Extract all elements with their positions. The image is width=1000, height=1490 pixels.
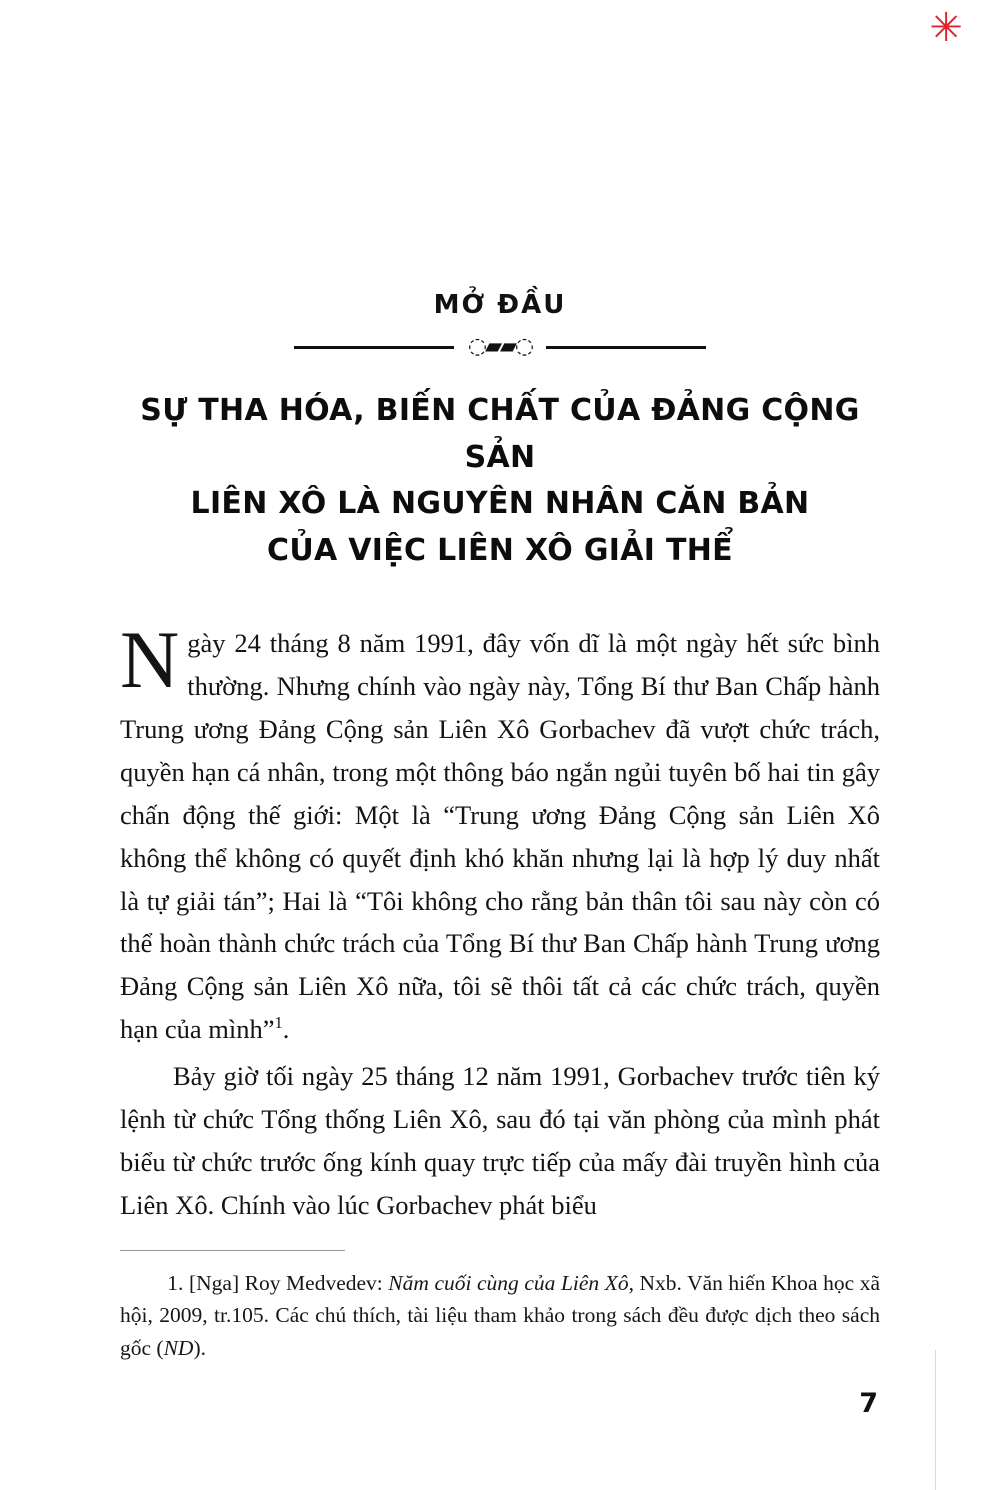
- title-line-1: SỰ THA HÓA, BIẾN CHẤT CỦA ĐẢNG CỘNG SẢN: [140, 393, 860, 475]
- page-title: [120, 388, 880, 574]
- footnote-italic-title: Năm cuối cùng của Liên Xô: [388, 1271, 629, 1295]
- divider-left-bar: [294, 346, 454, 349]
- footnote-tail-end: ).: [193, 1335, 206, 1360]
- swirl-ornament-icon: ◌▰▰◌: [467, 334, 533, 359]
- body-text: [120, 614, 880, 1227]
- page-content: [120, 290, 880, 1227]
- footnote-block: [120, 1250, 880, 1364]
- paragraph-2: Bảy giờ tối ngày 25 tháng 12 năm 1991, Gorbachev trước tiên ký lệnh từ chức Tổng thống Liên Xô, sau đó tại văn phòng của mình phát biểu từ chức trước ống kính quay trực tiếp của mấy đài truyền hình của Liên Xô. Chính vào lúc Gorbachev phát biểu: [120, 1061, 880, 1220]
- title-line-2: LIÊN XÔ LÀ NGUYÊN NHÂN CĂN BẢN: [190, 486, 810, 521]
- binding-edge-line: [935, 1350, 936, 1490]
- title-line-3: CỦA VIỆC LIÊN XÔ GIẢI THỂ: [267, 532, 733, 568]
- footnote-text: [120, 1267, 880, 1364]
- paragraph-1-text: Ngày 24 tháng 8 năm 1991, đây vốn dĩ là một ngày hết sức bình thường. Nhưng chính vào ngày này, Tổng Bí thư Ban Chấp hành Trung ương Đảng Cộng sản Liên Xô Gorbachev đã vượt chức trách, quyền hạn cá nhân, trong một thông báo ngắn ngủi tuyên bố hai tin gây chấn động thế giới: Một là “Trung ương Đảng Cộng sản Liên Xô không thể không có quyết định khó khăn nhưng lại là hợp lý duy nhất là tự giải tán”; Hai là “Tôi không cho rằng bản thân tôi sau này còn có thể hoàn thành chức trách của Tổng Bí thư Ban Chấp hành Trung ương Đảng Cộng sản Liên Xô nữa, tôi sẽ thôi tất cả các chức trách, quyền hạn của mình”: [120, 614, 880, 1045]
- chapter-label: MỞ ĐẦU: [433, 290, 567, 320]
- footnote-italic-tail: ND: [163, 1335, 194, 1360]
- footnote-number: 1.: [167, 1271, 184, 1295]
- page-number: 7: [859, 1388, 878, 1419]
- footnote-reference: 1: [274, 1013, 283, 1033]
- footnote-after-italic: , Nxb. Văn hiến Khoa học xã hội, 2009, tr.105. Các chú thích, tài liệu tham khảo trong sách đều được dịch theo sách gốc (: [120, 1271, 880, 1360]
- title-divider: [120, 336, 880, 358]
- paragraph-1: Ngày 24 tháng 8 năm 1991, đây vốn dĩ là một ngày hết sức bình thường. Nhưng chính vào ngày này, Tổng Bí thư Ban Chấp hành Trung ương Đảng Cộng sản Liên Xô Gorbachev đã vượt chức trách, quyền hạn cá nhân, trong một thông báo ngắn ngủi tuyên bố hai tin gây chấn động thế giới: Một là “Trung ương Đảng Cộng sản Liên Xô không thể không có quyết định khó khăn nhưng lại là hợp lý duy nhất là tự giải tán”; Hai là “Tôi không cho rằng bản thân tôi sau này còn có thể hoàn thành chức trách của Tổng Bí thư Ban Chấp hành Trung ương Đảng Cộng sản Liên Xô nữa, tôi sẽ thôi tất cả các chức trách, quyền hạn của mình”$^1$.: [120, 614, 880, 1045]
- asterisk-ornament-icon: ✳: [929, 5, 963, 51]
- footnote-separator: [120, 1250, 345, 1251]
- divider-right-bar: [546, 346, 706, 349]
- footnote-before-italic: [Nga] Roy Medvedev:: [183, 1271, 389, 1295]
- footnote-line: [120, 1267, 880, 1364]
